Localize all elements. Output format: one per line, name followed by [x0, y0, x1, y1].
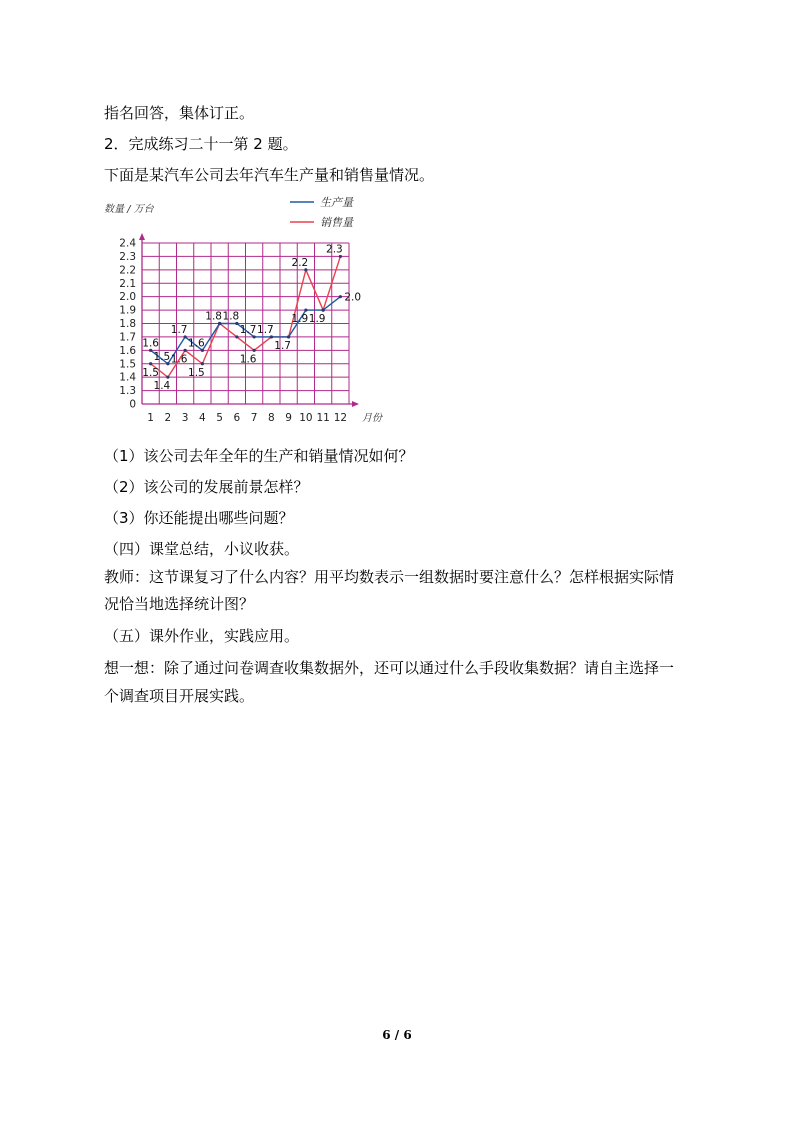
data-label: 1.6 — [170, 353, 188, 366]
teacher-paragraph-line-1: 教师：这节课复习了什么内容？用平均数表示一组数据时要注意什么？怎样根据实际情 — [104, 568, 675, 586]
data-label: 1.6 — [188, 337, 205, 350]
data-label: 1.9 — [291, 313, 309, 326]
x-tick-label: 8 — [268, 412, 275, 424]
production-sales-line-chart — [104, 192, 394, 432]
x-tick-label: 6 — [233, 412, 241, 424]
legend-label: 销售量 — [320, 216, 353, 229]
y-tick-label: 1.5 — [119, 358, 136, 371]
question-3: （3）你还能提出哪些问题？ — [104, 509, 294, 527]
y-tick-label: 1.9 — [119, 304, 136, 317]
x-tick-label: 12 — [333, 412, 348, 424]
y-tick-label: 2.2 — [119, 264, 136, 277]
x-tick-label: 9 — [285, 412, 292, 424]
y-axis-arrow — [139, 233, 145, 240]
page-footer: 6 / 6 — [382, 1028, 412, 1042]
production-point — [339, 295, 342, 298]
production-point — [287, 335, 290, 338]
sales-point — [201, 362, 204, 365]
y-tick-label: 1.7 — [119, 331, 136, 344]
y-tick-label: 0 — [129, 398, 136, 411]
x-tick-label: 3 — [181, 412, 189, 424]
data-label: 1.5 — [188, 366, 205, 379]
data-label: 2.2 — [291, 256, 309, 269]
x-tick-label: 7 — [250, 412, 258, 424]
text-line-2: 2．完成练习二十一第 2 题。 — [104, 135, 298, 153]
data-label: 1.8 — [222, 310, 240, 323]
x-tick-label: 10 — [299, 412, 313, 424]
y-tick-label: 1.6 — [119, 344, 136, 357]
sales-point — [166, 376, 169, 379]
data-label: 1.6 — [239, 353, 257, 366]
data-label: 1.7 — [274, 339, 291, 352]
text-line-1: 指名回答，集体订正。 — [104, 104, 255, 122]
data-label: 1.5 — [153, 350, 171, 363]
y-tick-label: 2.0 — [119, 291, 136, 304]
data-label: 1.6 — [142, 337, 159, 350]
y-tick-label: 1.3 — [119, 385, 136, 398]
y-tick-label: 2.4 — [119, 237, 136, 250]
sales-point — [235, 335, 238, 338]
production-point — [322, 308, 325, 311]
x-tick-label: 11 — [316, 412, 330, 424]
sales-point — [149, 362, 152, 365]
y-tick-label: 2.1 — [119, 277, 136, 290]
x-tick-label: 4 — [199, 412, 206, 424]
legend-label: 生产量 — [320, 196, 353, 209]
data-label: 1.8 — [205, 310, 222, 323]
teacher-paragraph-line-2: 况恰当地选择统计图？ — [104, 595, 255, 613]
data-label: 2.0 — [344, 291, 362, 304]
y-tick-label: 1.8 — [119, 318, 136, 330]
data-label: 1.5 — [142, 366, 159, 379]
section-homework-heading: （五）课外作业，实践应用。 — [104, 627, 300, 645]
think-paragraph-line-1: 想一想：除了通过问卷调查收集数据外，还可以通过什么手段收集数据？请自主选择一 — [104, 659, 675, 677]
sales-point — [253, 349, 256, 352]
data-label: 1.9 — [308, 313, 326, 326]
x-axis-title: 月份 — [362, 413, 382, 424]
text-line-3: 下面是某汽车公司去年汽车生产量和销售量情况。 — [104, 166, 435, 184]
y-tick-label: 2.3 — [119, 250, 136, 263]
data-label: 1.7 — [257, 323, 274, 336]
data-label: 1.7 — [239, 323, 257, 336]
data-label: 1.7 — [170, 323, 188, 336]
x-axis-arrow — [352, 401, 359, 407]
production-point — [304, 308, 307, 311]
section-summary-heading: （四）课堂总结，小议收获。 — [104, 540, 300, 558]
y-axis-title: 数量 / 万台 — [104, 204, 154, 215]
sales-point — [184, 349, 187, 352]
x-tick-label: 2 — [164, 412, 172, 424]
x-tick-label: 5 — [216, 412, 223, 424]
question-1: （1）该公司去年全年的生产和销量情况如何？ — [104, 447, 414, 465]
y-tick-label: 1.4 — [119, 371, 136, 384]
think-paragraph-line-2: 个调查项目开展实践。 — [104, 687, 255, 705]
question-2: （2）该公司的发展前景怎样？ — [104, 478, 309, 496]
data-label: 2.3 — [326, 243, 343, 256]
x-tick-label: 1 — [147, 412, 154, 424]
data-label: 1.4 — [153, 380, 171, 393]
